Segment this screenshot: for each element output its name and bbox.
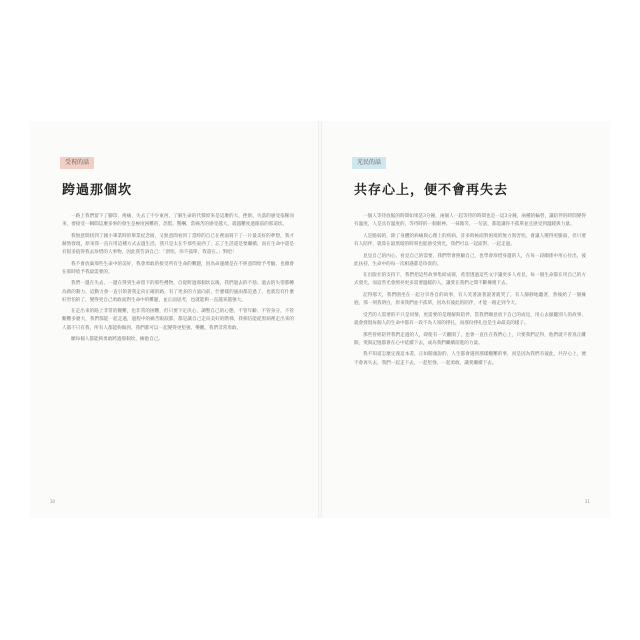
paragraph: 在走出來的路上非常的艱難，也非常的困難，但只要下定決心，調整自己的心態，不管年齡、不管身分，不管艱難多麼大，我們都能一起走過，過程中的痛苦眼淚都，都是讓自己走向美好的階梯，我相信能從黑洞裡走出來的人都不只有我，所有人都能夠做到，我們都可以一起變得更堅強、樂觀，我們非常勇敢。 — [62, 309, 294, 331]
paragraph: 我不會放棄那些生命中的美好，我會勇敢的接受所有生命的難題，因為命運總是在不經意間給予考驗，也總會在那時給予我最需要的。 — [62, 261, 294, 275]
paragraph: 我們一邊在失去，一邊在得到生命留下的那些禮物，自從跨過那個坎以後，我們過去的不捨、過去的失望都轉為新的動力，這動力會一直引領著我走向正確的路，有了更多的力量向前，什麼樣的風雨都是過了，也就沒有什麼好害怕的了，變得更自己勇敢面對生命中的難題，並正面思考，也就能夠一直越來越強大。 — [62, 281, 294, 303]
paragraph: 願每個人都能夠勇敢跨過那個坎，擁抱自己。 — [71, 337, 163, 343]
page-title: 跨過那個坎 — [62, 183, 133, 198]
paragraph: 在出版社的支持下，我們把這些故事集結成冊，希望透過這些文字讓更多人看見，每一個生命都在用自己的方式發光，而這些光會照亮更多需要溫暖的人，讓愛在我們之間不斷傳遞下去。 — [354, 273, 586, 287]
paragraph: 見見自己的內心，看見自己的需要，我們學會照顧自己，也學會珍惜身邊的人，在每一段關係中用心付出，彼此扶持，生命中的每一次相遇都是珍貴的。 — [354, 253, 586, 267]
body-text — [62, 213, 294, 348]
paragraph: 記得那天，我們圍坐在一起分享各自的故事，有人笑著說著說著就哭了，有人靜靜地聽著，然後給了一個擁抱，那一刻我明白，原來我們並不孤單，因為有彼此的陪伴，才能一路走到今天。 — [354, 293, 586, 307]
section-tag: 光民的話 — [352, 157, 386, 169]
section-tag: 受祝的話 — [60, 157, 94, 169]
paragraph: 我不知道怎麼定義這本書，正如開頭說的，人生都會遇到那樣艱難的事，而是因為我們有彼此，共存心上，便不會再失去，我們一起走下去，一起堅強，一起勇敢，讓愛繼續下去。 — [354, 352, 586, 366]
page-number: 31 — [584, 499, 590, 504]
paragraph: 一路上我們留下了腳印，疼痛，失去了不少東西，了解生命的代價原來是這麼的大，挫敗、失落的感受依稀而來，要接受一瞬間這麼多事的發生是極度困難的，恐慌、驚嚇、當痛苦的感受越大，就越難度過眼前的那道坎。 — [62, 214, 294, 228]
book-spread — [30, 121, 610, 518]
body-text — [354, 213, 586, 371]
page-number: 30 — [50, 499, 56, 504]
paragraph: 受苦的人需要的不只是同情，更需要的是理解與陪伴，當我們願意放下自己的成見，用心去傾聽別人的故事，就會發現每個人的生命中都有一段不為人知的掙扎，而那份掙扎也是生命最美的樣子。 — [354, 312, 586, 326]
paragraph: 一個人等待放鬆的時間如果是3分鐘，兩個人一起等待的時間也是一這3分鐘，兩種的輪替，讓陪伴的時間變得有溫度，人是具有溫度的，等待時的一個眼神、一抹微笑、一句話，都能讓你不孤單並且感受到溫暖與力量。 — [354, 214, 586, 228]
left-page — [30, 121, 320, 518]
paragraph: 人是脆弱的，除了身體的病痛與心理上的疾病，許多時候面對困境的無力與害怕，會讓人變得更脆弱，但只要有人陪伴，就算在最黑暗的時刻也能感受到光，我們可以一起面對，一起走過。 — [354, 233, 586, 247]
page-title: 共存心上，便不會再失去 — [354, 183, 509, 198]
paragraph: 我無意間找到了國小畢業時的畢業紀念冊，又無意間看到了當時的自己在裡面寫下了一片最美好的夢想，我才赫然發現，原來我一直在用這種方式去過生活，我只是太在乎那些東西了，忘了生活還是要繼續，而在生命中還是有很多值得我去珍惜的人事物，因此我告訴自己：「別怕，你不孤單，我還在。」對吧！ — [62, 233, 294, 255]
right-page — [320, 121, 610, 518]
paragraph: 那些曾經陪伴我們走過的人，即使有一天離開了，也會一直住在我們心上，只要我們記得，他們就不曾真正離開，愛與記憶都會在心中延續下去，成為我們繼續前進的力量。 — [354, 332, 586, 346]
